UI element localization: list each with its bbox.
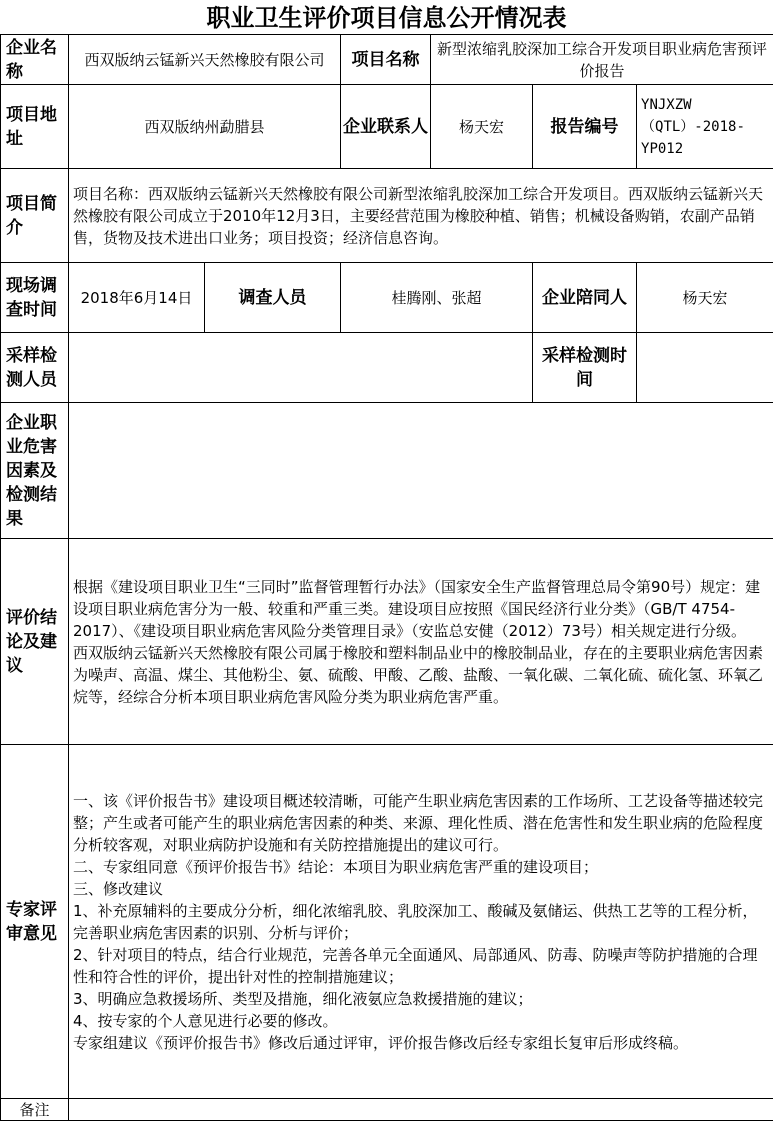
conclusion-value <box>69 539 773 745</box>
address-value: 西双版纳州勐腊县 <box>69 85 341 169</box>
row-survey <box>1 263 773 333</box>
project-name-value: 新型浓缩乳胶深加工综合开发项目职业病危害预评价报告 <box>431 35 773 85</box>
sampling-time-value <box>637 333 773 403</box>
row-address <box>1 85 773 169</box>
survey-time-label: 现场调查时间 <box>1 263 69 333</box>
contact-value: 杨天宏 <box>431 85 533 169</box>
page-title: 职业卫生评价项目信息公开情况表 <box>206 4 567 32</box>
intro-label: 项目简介 <box>1 169 69 263</box>
remark-value <box>69 1099 773 1121</box>
report-no-label: 报告编号 <box>533 85 637 169</box>
address-label: 项目地址 <box>1 85 69 169</box>
hazard-label: 企业职业危害因素及检测结果 <box>1 403 69 539</box>
intro-value: 项目名称：西双版纳云锰新兴天然橡胶有限公司新型浓缩乳胶深加工综合开发项目。西双版纳云锰新兴天然橡胶有限公司成立于2010年12月3日，主要经营范围为橡胶种植、销售；机械设备购销，农副产品销售，货物及技术进出口业务；项目投资；经济信息咨询。 <box>69 169 773 263</box>
expert-paragraph: 4、按专家的个人意见进行必要的修改。 <box>73 1011 338 1030</box>
expert-paragraph: 二、专家组同意《预评价报告书》结论：本项目为职业病危害严重的建设项目； <box>73 857 599 876</box>
expert-paragraph: 一、该《评价报告书》建设项目概述较清晰，可能产生职业病危害因素的工作场所、工艺设备等描述较完整；产生或者可能产生的职业病危害因素的种类、来源、理化性质、潜在危害性和发生职业病的危险程度分析较客观，对职业病防护设施和有关防控措施提出的建议可行。 <box>73 791 764 854</box>
conclusion-paragraph: 根据《建设项目职业卫生“三同时”监督管理暂行办法》（国家安全生产监督管理总局令第90号）规定：建设项目职业病危害分为一般、较重和严重三类。建设项目应按照《国民经济行业分类》（GB/T 4754-2017）、《建设项目职业病危害风险分类管理目录》（安监总安健（2012）73号）相关规定进行分级。 <box>73 577 761 640</box>
expert-paragraph: 三、修改建议 <box>73 879 164 898</box>
conclusion-label: 评价结论及建议 <box>1 539 69 745</box>
row-remark <box>1 1099 773 1121</box>
hazard-value <box>69 403 773 539</box>
row-intro <box>1 169 773 263</box>
report-no-value: YNJXZW（QTL）-2018-YP012 <box>637 85 773 169</box>
row-conclusion <box>1 539 773 745</box>
expert-paragraph: 1、补充原辅料的主要成分分析，细化浓缩乳胶、乳胶深加工、酸碱及氨储运、供热工艺等的工程分析，完善职业病危害因素的识别、分析与评价； <box>73 901 758 942</box>
investigators-value: 桂腾刚、张超 <box>341 263 533 333</box>
row-company <box>1 35 773 85</box>
survey-time-value: 2018年6月14日 <box>69 263 205 333</box>
escort-label: 企业陪同人 <box>533 263 637 333</box>
contact-label: 企业联系人 <box>341 85 431 169</box>
expert-paragraph: 专家组建议《预评价报告书》修改后通过评审，评价报告修改后经专家组长复审后形成终稿。 <box>73 1033 689 1052</box>
sampling-staff-value <box>69 333 533 403</box>
info-table <box>0 34 773 1121</box>
company-value: 西双版纳云锰新兴天然橡胶有限公司 <box>69 35 341 85</box>
expert-paragraph: 2、针对项目的特点，结合行业规范，完善各单元全面通风、局部通风、防毒、防噪声等防护措施的合理性和符合性的评价，提出针对性的控制措施建议； <box>73 945 758 986</box>
company-label: 企业名称 <box>1 35 69 85</box>
row-hazard <box>1 403 773 539</box>
investigators-label: 调查人员 <box>205 263 341 333</box>
conclusion-paragraph: 西双版纳云锰新兴天然橡胶有限公司属于橡胶和塑料制品业中的橡胶制品业，存在的主要职业病危害因素为噪声、高温、煤尘、其他粉尘、氨、硫酸、甲酸、乙酸、盐酸、一氧化碳、二氧化硫、硫化氢、环氧乙烷等，经综合分析本项目职业病危害风险分类为职业病危害严重。 <box>73 643 764 706</box>
expert-label: 专家评审意见 <box>1 745 69 1099</box>
sampling-time-label: 采样检测时间 <box>533 333 637 403</box>
row-sampling <box>1 333 773 403</box>
expert-value <box>69 745 773 1099</box>
remark-label: 备注 <box>1 1099 69 1121</box>
escort-value: 杨天宏 <box>637 263 773 333</box>
project-name-label: 项目名称 <box>341 35 431 85</box>
row-expert <box>1 745 773 1099</box>
sampling-staff-label: 采样检测人员 <box>1 333 69 403</box>
expert-paragraph: 3、明确应急救援场所、类型及措施，细化液氨应急救援措施的建议； <box>73 989 533 1008</box>
